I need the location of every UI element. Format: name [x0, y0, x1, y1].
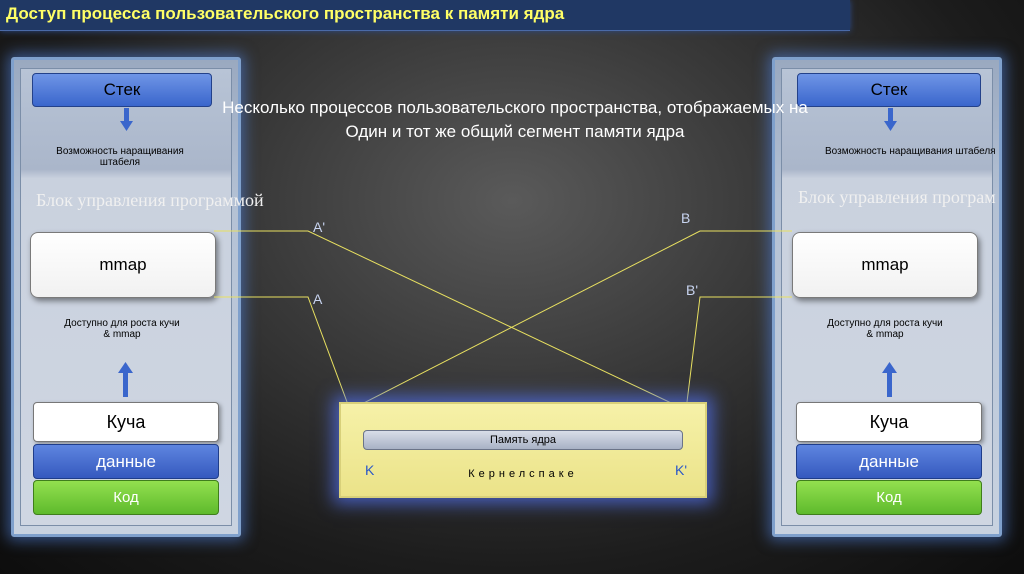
left-heap-growth-line1: Доступно для роста кучи — [64, 318, 180, 329]
right-pcb-label: Блок управления програм — [798, 187, 996, 207]
kernel-space-box — [339, 402, 707, 498]
right-heap-growth-label — [803, 318, 967, 340]
kernel-space-label: Кернелспаке — [468, 468, 578, 480]
kernel-memory-bar: Память ядра — [363, 430, 683, 450]
left-heap-box: Куча — [33, 402, 219, 442]
label-a-prime: A' — [313, 219, 326, 235]
right-heap-arrow-icon — [882, 362, 898, 403]
left-heap-growth-line2: & mmap — [103, 329, 141, 340]
label-a: A — [313, 291, 323, 307]
label-b: B — [681, 210, 691, 226]
left-stack-box: Стек — [32, 73, 212, 107]
left-pcb-label: Блок управления программой — [36, 190, 264, 210]
kernel-k-prime-label: K' — [675, 462, 688, 478]
right-mmap-box: mmap — [792, 232, 978, 298]
label-b-prime: B' — [686, 282, 699, 298]
left-stack-arrow-icon — [120, 108, 134, 137]
center-caption-line1: Несколько процессов пользовательского пространства, отображаемых на — [222, 98, 808, 117]
center-caption-line2: Один и тот же общий сегмент памяти ядра — [345, 122, 685, 141]
right-heap-box: Куча — [796, 402, 982, 442]
right-data-box: данные — [796, 444, 982, 479]
line-a-prime — [214, 231, 686, 410]
left-heap-arrow-icon — [118, 362, 134, 403]
left-code-box: Код — [33, 480, 219, 515]
left-data-box: данные — [33, 444, 219, 479]
slide-title: Доступ процесса пользовательского пространства к памяти ядра — [6, 4, 565, 23]
right-heap-growth-line2: & mmap — [866, 329, 904, 340]
right-heap-growth-line1: Доступно для роста кучи — [827, 318, 943, 329]
left-mmap-box: mmap — [30, 232, 216, 298]
right-stack-growth-label: Возможность наращивания штабеля — [825, 146, 996, 157]
left-heap-growth-label — [40, 318, 204, 340]
title-bar — [0, 0, 850, 31]
right-code-box: Код — [796, 480, 982, 515]
left-stack-growth-label: Возможность наращивания штабеля — [56, 146, 184, 168]
kernel-k-label: K — [365, 462, 375, 478]
right-stack-box: Стек — [797, 73, 981, 107]
line-b — [350, 231, 792, 410]
center-caption — [135, 96, 895, 144]
